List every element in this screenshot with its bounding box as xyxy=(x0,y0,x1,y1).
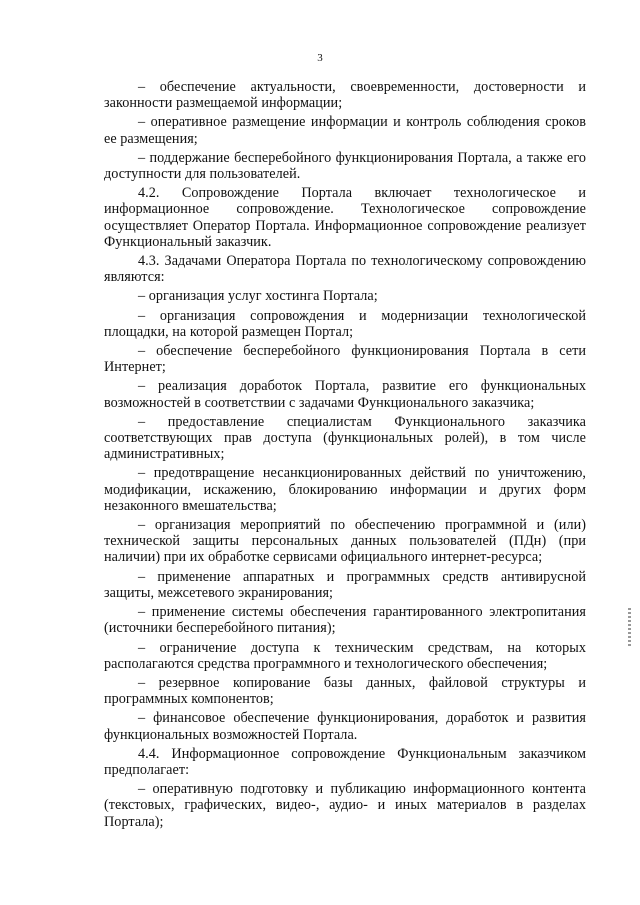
paragraph: – организация сопровождения и модернизации технологической площадки, на которой размещен Портал; xyxy=(104,307,586,340)
paragraph: – оперативную подготовку и публикацию информационного контента (текстовых, графических, видео-, аудио- и иных материалов в разделах Портала); xyxy=(104,781,586,830)
paragraph: – организация услуг хостинга Портала; xyxy=(138,288,378,305)
paragraph: 4.3. Задачами Оператора Портала по технологическому сопровождению являются: xyxy=(104,253,586,286)
paragraph: – поддержание бесперебойного функционирования Портала, а также его доступности для пользователей. xyxy=(104,149,586,183)
paragraph: – организация мероприятий по обеспечению программной и (или) технической защиты персональных данных пользователей (ПДн) (при наличии) при их обработке сервисами официального интернет-ресурса; xyxy=(104,517,586,566)
paragraph: – обеспечение бесперебойного функционирования Портала в сети Интернет; xyxy=(104,343,586,376)
paragraph: – резервное копирование базы данных, файловой структуры и программных компонентов; xyxy=(104,674,586,708)
scan-edge-mark xyxy=(628,608,631,648)
document-body xyxy=(104,79,586,833)
paragraph: – реализация доработок Портала, развитие его функциональных возможностей в соответствии с задачами Функционального заказчика; xyxy=(104,378,586,411)
paragraph: – оперативное размещение информации и контроль соблюдения сроков ее размещения; xyxy=(104,114,586,147)
page-number: 3 xyxy=(317,52,323,64)
paragraph: 4.2. Сопровождение Портала включает технологическое и информационное сопровождение. Технологическое сопровождение осуществляет Оператор Портала. Информационное сопровождение реализует Функциональный заказчик. xyxy=(104,185,586,250)
paragraph: – применение аппаратных и программных средств антивирусной защиты, межсетевого экранирования; xyxy=(104,568,586,601)
paragraph: – ограничение доступа к техническим средствам, на которых располагаются средства программного и технологического обеспечения; xyxy=(104,639,586,672)
paragraph: – применение системы обеспечения гарантированного электропитания (источники бесперебойного питания); xyxy=(104,604,586,637)
paragraph: – обеспечение актуальности, своевременности, достоверности и законности размещаемой информации; xyxy=(104,79,586,112)
paragraph: – финансовое обеспечение функционирования, доработок и развития функциональных возможностей Портала. xyxy=(104,710,586,743)
paragraph: – предотвращение несанкционированных действий по уничтожению, модификации, искажению, блокированию информации и других форм незаконного вмешательства; xyxy=(104,465,586,514)
paragraph: – предоставление специалистам Функционального заказчика соответствующих прав доступа (функциональных ролей), в том числе административных; xyxy=(104,413,586,463)
paragraph: 4.4. Информационное сопровождение Функциональным заказчиком предполагает: xyxy=(104,745,586,778)
